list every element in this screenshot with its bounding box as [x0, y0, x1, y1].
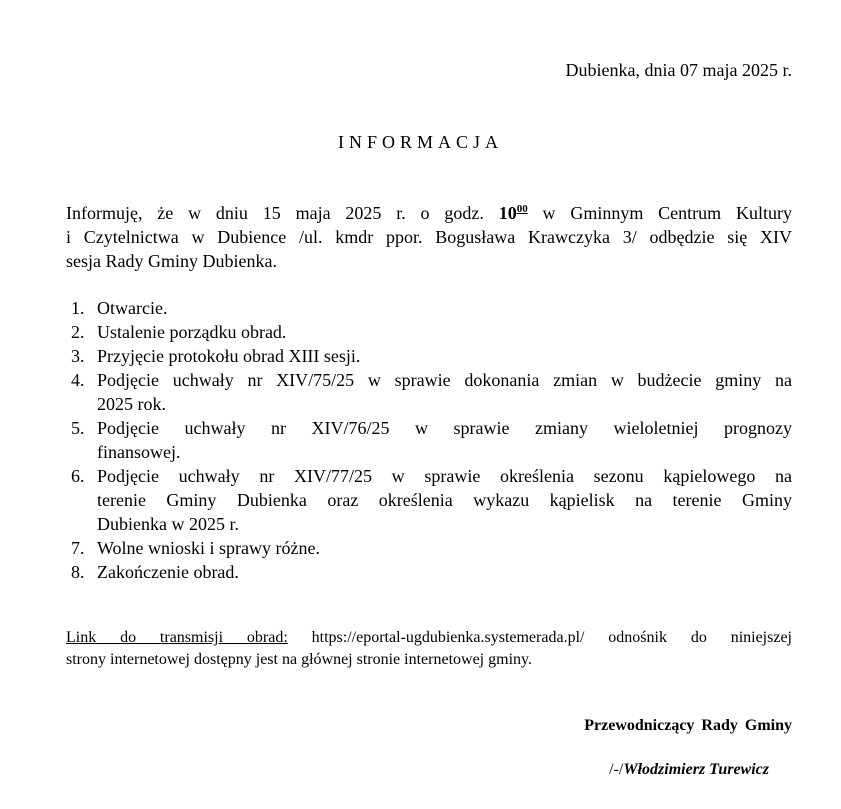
agenda-list	[66, 296, 792, 584]
agenda-item-line: Przyjęcie protokołu obrad XIII sesji.	[97, 346, 361, 366]
intro-line-1	[66, 201, 792, 225]
agenda-item-line: Dubienka w 2025 r.	[97, 514, 239, 534]
agenda-item	[66, 368, 792, 416]
agenda-item-line: terenie Gminy Dubienka oraz określenia wykazu kąpielisk na terenie Gminy	[97, 490, 792, 510]
intro-text-before-time: Informuję, że w dniu 15 maja 2025 r. o godz.	[66, 203, 499, 223]
agenda-item	[66, 296, 792, 320]
session-time-minutes: 00	[516, 203, 528, 215]
document-date: Dubienka, dnia 07 maja 2025 r.	[565, 60, 792, 80]
session-time-hour: 10	[498, 203, 517, 223]
agenda-item-text	[97, 296, 792, 320]
agenda-item	[66, 344, 792, 368]
signature-role: Przewodniczący Rady Gminy	[584, 717, 792, 734]
intro-text-after-time: w Gminnym Centrum Kultury	[527, 203, 792, 223]
agenda-item-line: Podjęcie uchwały nr XIV/77/25 w sprawie określenia sezonu kąpielowego na	[97, 466, 792, 486]
agenda-item-text	[97, 368, 792, 416]
signature-prefix: /-/	[609, 761, 624, 778]
agenda-item-text	[97, 536, 792, 560]
signature-name: Włodzimierz Turewicz	[623, 761, 769, 778]
agenda-item-number: 4.	[71, 370, 85, 390]
agenda-item-line: Wolne wnioski i sprawy różne.	[97, 538, 321, 558]
agenda-item-number: 7.	[71, 538, 85, 558]
stream-link-url-text: https://eportal-ugdubienka.systemerada.pl/ odnośnik do niniejszej	[287, 629, 793, 646]
agenda-item-line: Otwarcie.	[97, 298, 168, 318]
agenda-item-line: Zakończenie obrad.	[97, 562, 239, 582]
agenda-item-text	[97, 416, 792, 464]
stream-info-line-2: strony internetowej dostępny jest na głównej stronie internetowej gminy.	[66, 651, 532, 668]
stream-info-paragraph	[66, 627, 792, 671]
agenda-item-line: Podjęcie uchwały nr XIV/76/25 w sprawie zmiany wieloletniej prognozy	[97, 418, 792, 438]
agenda-item-text	[97, 344, 792, 368]
agenda-item	[66, 536, 792, 560]
agenda-item-line: Ustalenie porządku obrad.	[97, 322, 287, 342]
stream-link-label: Link do transmisji obrad:	[66, 629, 288, 646]
signature	[609, 760, 769, 780]
agenda-item-line: 2025 rok.	[97, 394, 166, 414]
agenda-item-number: 6.	[71, 466, 85, 486]
agenda-item-text	[97, 464, 792, 536]
agenda-item-number: 1.	[71, 298, 85, 318]
agenda-item-line: finansowej.	[97, 442, 181, 462]
session-time	[499, 203, 528, 223]
intro-paragraph	[66, 201, 792, 273]
agenda-item-number: 5.	[71, 418, 85, 438]
agenda-item-number: 2.	[71, 322, 85, 342]
agenda-item-number: 8.	[71, 562, 85, 582]
agenda-item	[66, 416, 792, 464]
agenda-item	[66, 320, 792, 344]
stream-info-line-1	[66, 627, 792, 649]
intro-line-2: i Czytelnictwa w Dubience /ul. kmdr ppor. Bogusława Krawczyka 3/ odbędzie się XIV	[66, 227, 792, 247]
agenda-item-line: Podjęcie uchwały nr XIV/75/25 w sprawie dokonania zmian w budżecie gminy na	[97, 370, 792, 390]
intro-line-3: sesja Rady Gminy Dubienka.	[66, 251, 277, 271]
document-title: INFORMACJA	[337, 132, 504, 152]
agenda-item-text	[97, 560, 792, 584]
agenda-item	[66, 560, 792, 584]
agenda-item-number: 3.	[71, 346, 85, 366]
agenda-item	[66, 464, 792, 536]
agenda-item-text	[97, 320, 792, 344]
